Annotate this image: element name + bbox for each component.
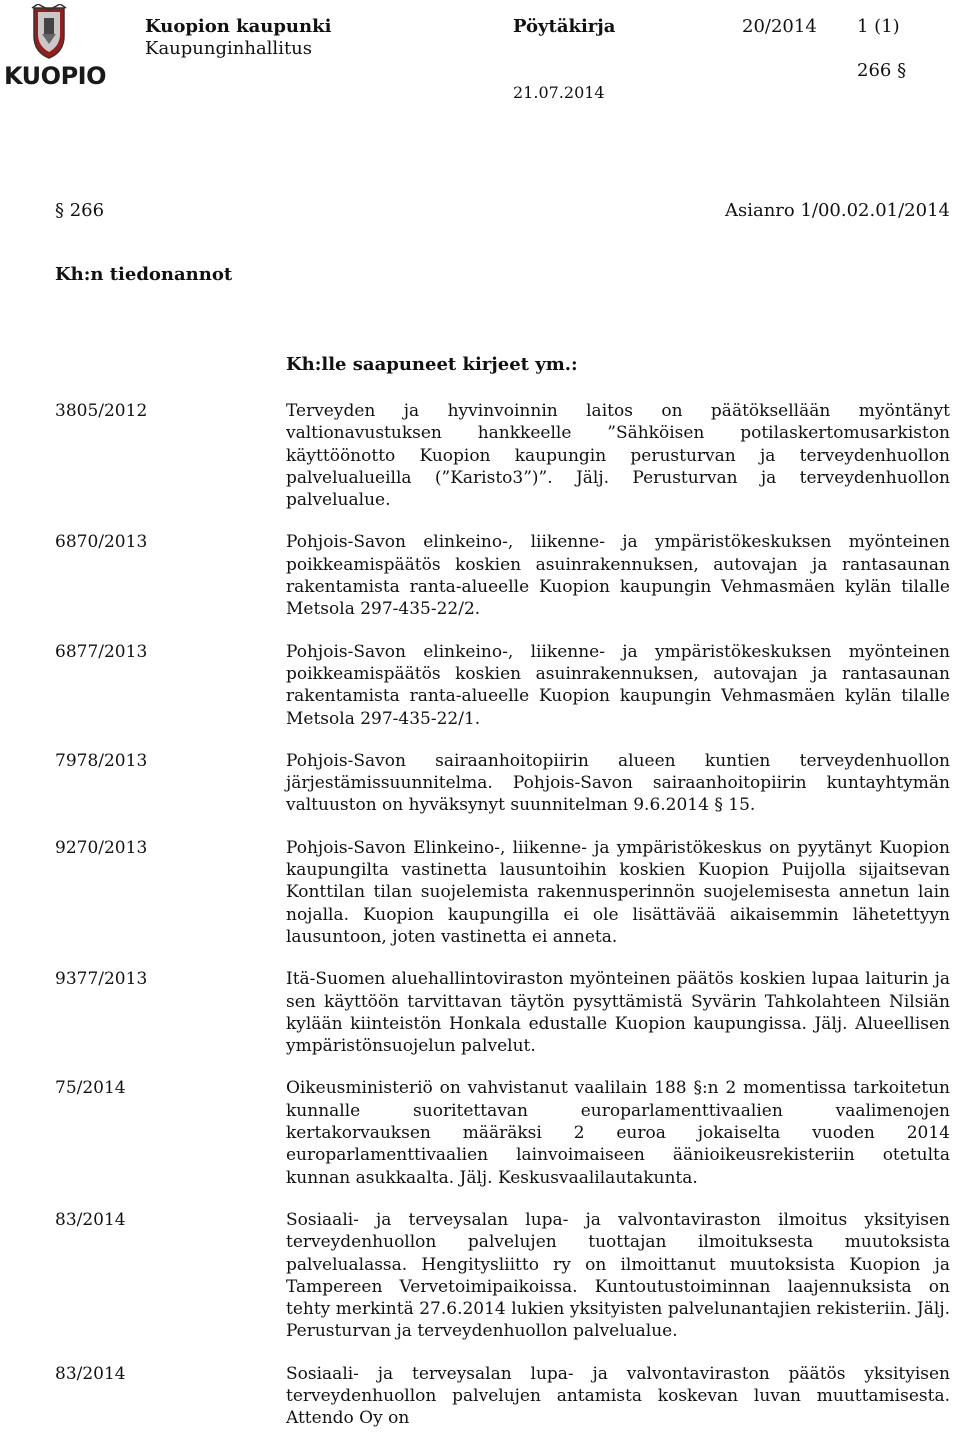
paragraph-ref: 266 § xyxy=(857,60,907,81)
coat-of-arms-icon xyxy=(4,4,100,64)
list-item xyxy=(0,1363,960,1430)
list-item xyxy=(0,641,960,730)
list-item xyxy=(0,1077,960,1188)
entry-text: Itä-Suomen aluehallintoviraston myönteinen päätös koskien lupaa laiturin ja sen käyttöön tarvittavan täytön pysyttämistä Syvärin Tahkolahteen Nilsiän kylään kiinteistön Honkala edustalle Kuopion kaupungissa. Jälj. Alueellisen ympäristönsuojelun palvelut. xyxy=(286,969,950,1057)
list-item xyxy=(0,750,960,817)
entries-list xyxy=(0,400,960,1450)
list-item xyxy=(0,531,960,620)
entry-text: Pohjois-Savon elinkeino-, liikenne- ja ympäristökeskuksen myönteinen poikkeamispäätös koskien asuinrakennuksen, autovajan ja rantasaunan rakentamista ranta-alueelle Kuopion kaupungin Vehmasmäen kylän tilalle Metsola 297-435-22/2. xyxy=(286,532,950,620)
entry-number: 3805/2012 xyxy=(55,401,148,421)
doc-number: 20/2014 xyxy=(742,16,817,37)
section-number: § 266 xyxy=(55,200,105,221)
entry-number: 6870/2013 xyxy=(55,532,148,553)
entry-number: 7978/2013 xyxy=(55,750,148,771)
doc-type: Pöytäkirja xyxy=(513,16,616,37)
entry-number: 83/2014 xyxy=(55,1363,126,1384)
entry-text: Pohjois-Savon elinkeino-, liikenne- ja ympäristökeskuksen myönteinen poikkeamispäätös koskien asuinrakennuksen, autovajan ja rantasaunan rakentamista ranta-alueelle Kuopion kaupungin Vehmasmäen kylän tilalle Metsola 297-435-22/1. xyxy=(286,641,950,729)
logo-text: KUOPIO xyxy=(4,62,106,90)
org-name: Kuopion kaupunki xyxy=(145,16,332,37)
list-item xyxy=(0,968,960,1057)
entry-number: 9377/2013 xyxy=(55,969,148,990)
section-title: Kh:n tiedonannot xyxy=(55,264,233,285)
list-item xyxy=(0,837,960,948)
kuopio-logo xyxy=(4,4,106,96)
entry-number: 75/2014 xyxy=(55,1078,126,1099)
entry-text: Sosiaali- ja terveysalan lupa- ja valvontaviraston ilmoitus yksityisen terveydenhuollon palvelujen tuottajan ilmoituksesta muutoksista palvelualassa. Hengitysliitto ry on ilmoittanut muutoksista Kuopion ja Tampereen Vervetoimipaikoissa. Kuntoutustoiminnan laajennuksista on tehty merkintä 27.6.2014 lukien yksityisten palvelunantajien rekisteriin. Jälj. Perusturvan ja terveydenhuollon palvelualue. xyxy=(286,1209,950,1342)
entry-number: 6877/2013 xyxy=(55,641,148,662)
entry-text: Oikeusministeriö on vahvistanut vaalilain 188 §:n 2 momentissa tarkoitetun kunnalle suoritettavan europarlamenttivaalien vaalimenojen kertakorvauksen määräksi 2 euroa jokaiselta vuoden 2014 europarlamenttivaalien lainvoimaiseen äänioikeusrekisteriin otetulta kunnan asukkaalta. Jälj. Keskusvaalilautakunta. xyxy=(286,1078,950,1188)
entry-text: Pohjois-Savon sairaanhoitopiirin alueen kuntien terveydenhuollon järjestämissuunnitelma. Pohjois-Savon sairaanhoitopiirin kuntayhtymän valtuuston on hyväksynyt suunnitelman 9.6.2014 § 15. xyxy=(286,750,950,816)
list-item xyxy=(0,1209,960,1343)
entry-number: 9270/2013 xyxy=(55,837,148,858)
entry-text: Terveyden ja hyvinvoinnin laitos on päätöksellään myöntänyt valtionavustuksen hankkeelle ”Sähköisen potilaskertomusarkiston käyttöönotto Kuopion kaupungin perusturvan ja terveydenhuollon palvelualueilla (”Karisto3”)”. Jälj. Perusturvan ja terveydenhuollon palvelualue. xyxy=(286,401,950,511)
entry-number: 83/2014 xyxy=(55,1209,126,1230)
entry-text: Pohjois-Savon Elinkeino-, liikenne- ja ympäristökeskus on pyytänyt Kuopion kaupungilta vastinetta lausuntoihin koskien Kuopion Puijolla sijaitsevan Konttilan tilan suojelemista rakennusperinnön suojelemisesta annetun lain nojalla. Kuopion kaupungilla ei ole lisättävää aikaisemmin lähetettyyn lausuntoon, joten vastinetta ei anneta. xyxy=(286,837,950,947)
body-name: Kaupunginhallitus xyxy=(145,38,313,59)
subheading: Kh:lle saapuneet kirjeet ym.: xyxy=(286,354,578,375)
entry-text: Sosiaali- ja terveysalan lupa- ja valvontaviraston päätös yksityisen terveydenhuollon palvelujen antamista koskevan luvan muuttamisesta. Attendo Oy on xyxy=(286,1363,950,1429)
meeting-date: 21.07.2014 xyxy=(513,83,605,102)
case-number: Asianro 1/00.02.01/2014 xyxy=(724,200,950,221)
page-number: 1 (1) xyxy=(857,16,900,37)
list-item xyxy=(0,400,960,511)
